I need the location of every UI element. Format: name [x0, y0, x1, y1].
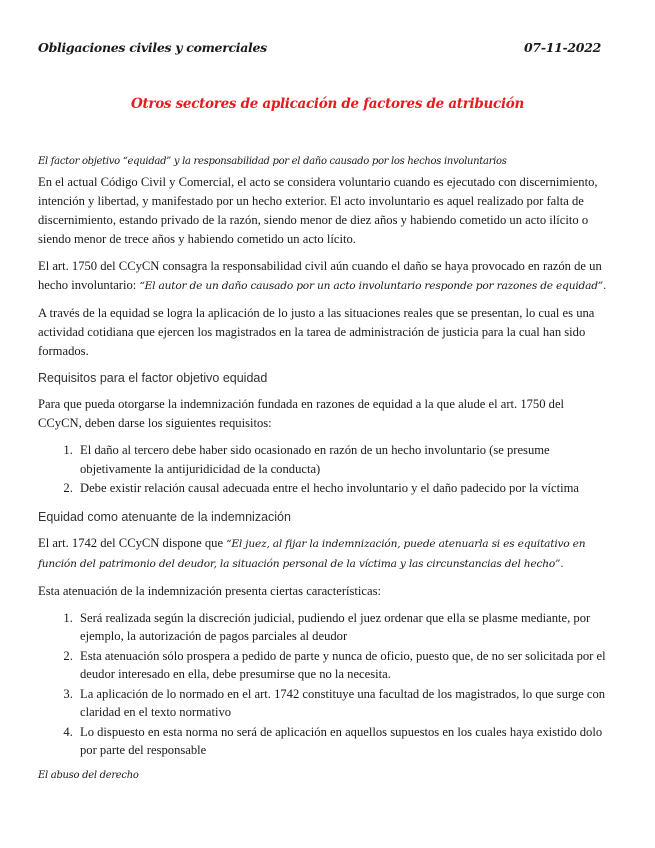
list-item: 1. Será realizada según la discreción judicial, pudiendo el juez ordenar que ella se plasme mediante, por ejemplo, la autorización de pagos parciales al deudor	[76, 609, 610, 646]
list-item: 2. Debe existir relación causal adecuada entre el hecho involuntario y el daño padecido por la víctima	[76, 479, 610, 498]
header-date: 07-11-2022	[524, 40, 601, 55]
paragraph-caracteristicas-intro: Esta atenuación de la indemnización presenta ciertas características:	[38, 583, 382, 598]
section-heading-equidad: El factor objetivo “equidad” y la responsabilidad por el daño causado por los hechos involuntarios	[38, 156, 507, 167]
header-subject: Obligaciones civiles y comerciales	[38, 40, 267, 55]
list-caracteristicas	[38, 609, 610, 760]
section-heading-abuso: El abuso del derecho	[38, 769, 139, 781]
paragraph-equidad: A través de la equidad se logra la aplicación de lo justo a las situaciones reales que se presentan, lo cual es una actividad cotidiana que ejercen los magistrados en la tarea de administración de justicia para la cual han sido formados.	[38, 306, 595, 358]
list-item: 2. Esta atenuación sólo prospera a pedido de parte y nunca de oficio, puesto que, de no ser solicitada por el deudor interesado en ella, debe presumirse que no la necesita.	[76, 647, 610, 684]
paragraph-art-1750	[38, 257, 610, 296]
paragraph-requisitos-intro: Para que pueda otorgarse la indemnización fundada en razones de equidad a la que alude el art. 1750 del CCyCN, deben darse los siguientes requisitos:	[38, 397, 565, 430]
paragraph-art-1742-text: El art. 1742 del CCyCN dispone que	[38, 535, 227, 550]
subheading-requisitos: Requisitos para el factor objetivo equidad	[38, 371, 268, 385]
subheading-atenuante: Equidad como atenuante de la indemnización	[38, 509, 291, 524]
document-body	[38, 156, 610, 787]
paragraph-art-1742	[38, 534, 610, 574]
list-requisitos	[38, 441, 610, 498]
page-title: Otros sectores de aplicación de factores de atribución	[131, 96, 524, 112]
list-item: 1. El daño al tercero debe haber sido ocasionado en razón de un hecho involuntario (se presume objetivamente la antijuridicidad de la conducta)	[76, 441, 610, 478]
list-item: 4. Lo dispuesto en esta norma no será de aplicación en aquellos supuestos en los cuales haya existido dolo por parte del responsable	[76, 723, 610, 760]
paragraph-art-1750-text: El art. 1750 del CCyCN consagra la responsabilidad civil aún cuando el daño se haya provocado en razón de un hecho involuntario:	[38, 259, 602, 292]
list-item: 3. La aplicación de lo normado en el art. 1742 constituye una facultad de los magistrados, lo que surge con claridad en el texto normativo	[76, 685, 610, 722]
paragraph-acto-voluntario: En el actual Código Civil y Comercial, el acto se considera voluntario cuando es ejecutado con discernimiento, intención y libertad, y manifestado por un hecho exterior. El acto involuntario es aquel realizado por falta de discernimiento, estando privado de la razón, siendo menor de diez años y habiendo cometido un acto ilícito o siendo menor de trece años y habiendo cometido un acto lícito.	[38, 175, 598, 246]
quote-art-1750: “El autor de un daño causado por un acto involuntario responde por razones de equidad”.	[139, 280, 607, 292]
quote-art-1742: “El juez, al fijar la indemnización, puede atenuarla si es equitativo en función del patrimonio del deudor, la situación personal de la víctima y las circunstancias del hecho”.	[38, 537, 586, 570]
